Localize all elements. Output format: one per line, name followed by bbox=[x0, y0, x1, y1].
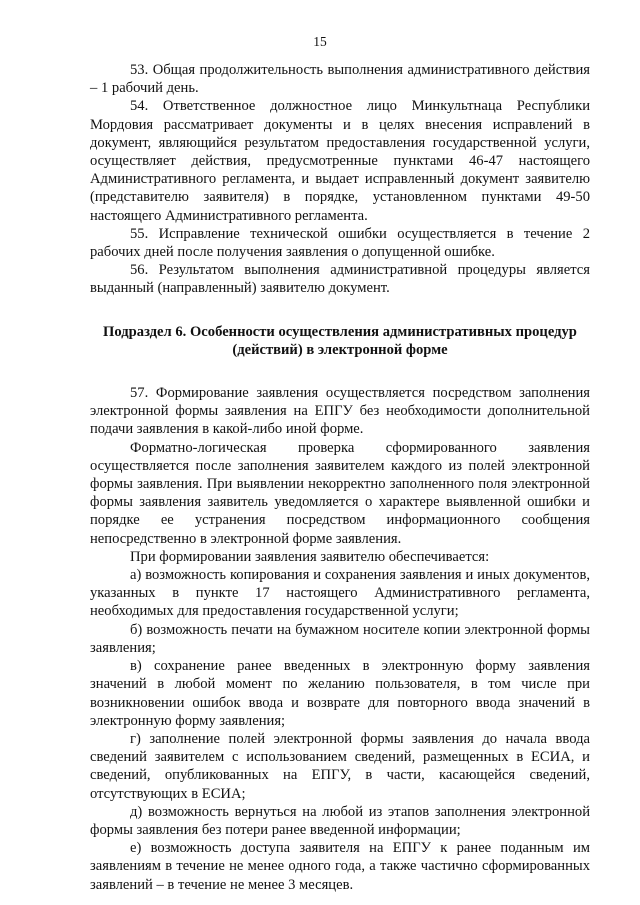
paragraph-provided-features: При формировании заявления заявителю обеспечивается: bbox=[130, 548, 490, 565]
paragraph-54: 54. Ответственное должностное лицо Минкультнаца Республики Мордовия рассматривает документы и в целях внесения исправлений в документ, являющийся результатом предоставления государственной услуги, осуществляет действия, предусмотренные пунктами 46-47 настоящего Административного регламента, и выдает исправленный документ заявителю (представителю заявителя) в порядке, установленном пунктами 49-50 настоящего Административного регламента. bbox=[90, 98, 590, 224]
subsection-heading: Подраздел 6. Особенности осуществления административных процедур (действий) в электронной форме bbox=[103, 323, 577, 358]
paragraph-55: 55. Исправление технической ошибки осуществляется в течение 2 рабочих дней после получения заявления о допущенной ошибке. bbox=[90, 225, 590, 261]
list-item-b: б) возможность печати на бумажном носителе копии электронной формы заявления; bbox=[90, 621, 590, 656]
list-item-g: г) заполнение полей электронной формы заявления до начала ввода сведений заявителем с использованием сведений, размещенных в ЕСИА, и сведений, опубликованных на ЕПГУ, в части, касающейся сведений, отсутствующих в ЕСИА; bbox=[90, 730, 590, 802]
document-body bbox=[90, 61, 590, 894]
list-item-d: д) возможность вернуться на любой из этапов заполнения электронной формы заявления без потери ранее введенной информации; bbox=[90, 803, 590, 838]
paragraph-57: 57. Формирование заявления осуществляется посредством заполнения электронной формы заявления на ЕПГУ без необходимости дополнительной подачи заявления в какой-либо иной форме. bbox=[90, 385, 590, 438]
page-number: 15 bbox=[313, 34, 327, 49]
list-item-v: в) сохранение ранее введенных в электронную форму заявления значений в любой момент по желанию пользователя, в том числе при возникновении ошибок ввода и возврате для повторного ввода значений в электронную форму заявления; bbox=[90, 658, 590, 729]
list-item-e: е) возможность доступа заявителя на ЕПГУ к ранее поданным им заявлениям в течение не менее одного года, а также частично сформированных заявлений – в течение не менее 3 месяцев. bbox=[90, 840, 590, 893]
paragraph-format-check: Форматно-логическая проверка сформированного заявления осуществляется после заполнения заявителем каждого из полей электронной формы заявления. При выявлении некорректно заполненного поля электронной формы заявления заявитель уведомляется о характере выявленной ошибки и порядке ее устранения посредством информационного сообщения непосредственно в электронной форме заявления. bbox=[90, 439, 590, 547]
paragraph-56: 56. Результатом выполнения административной процедуры является выданный (направленный) заявителю документ. bbox=[90, 262, 590, 297]
list-item-a: а) возможность копирования и сохранения заявления и иных документов, указанных в пункте 17 настоящего Административного регламента, необходимых для предоставления государственной услуги; bbox=[90, 567, 590, 620]
paragraph-53: 53. Общая продолжительность выполнения административного действия – 1 рабочий день. bbox=[90, 62, 590, 97]
